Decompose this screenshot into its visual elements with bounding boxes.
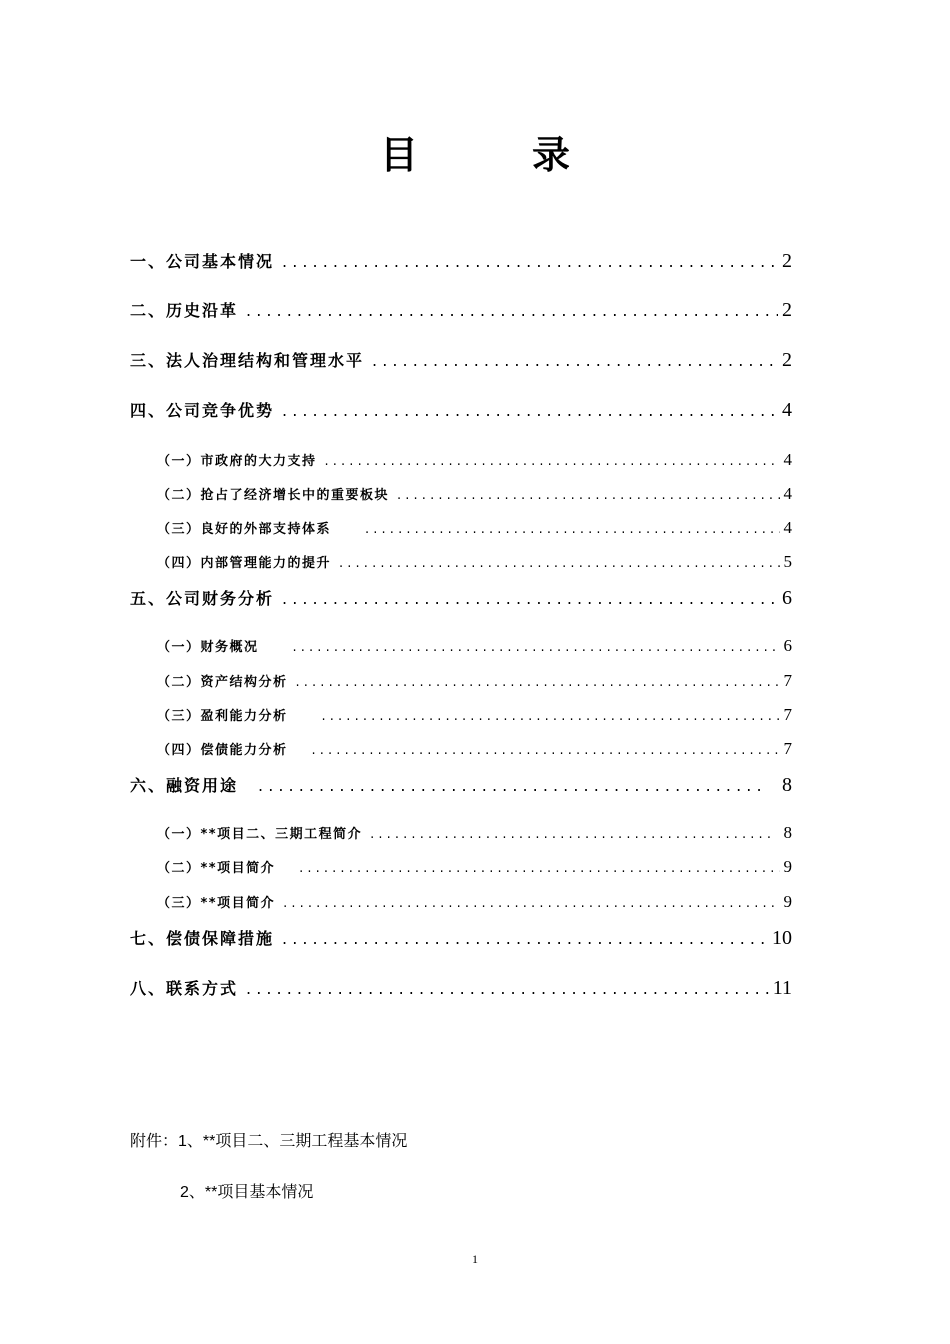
- toc-entry-label: （三）**项目简介: [157, 896, 276, 911]
- toc-entry-label: （二）**项目简介: [157, 861, 276, 876]
- toc-leader-dots: [397, 488, 779, 503]
- toc-subentry[interactable]: [157, 552, 792, 572]
- toc-leader-dots: [258, 776, 768, 795]
- toc-entry-label: 七、偿债保障措施: [130, 929, 275, 948]
- toc-entry-page: 6: [783, 636, 792, 655]
- toc-entry-page: 5: [783, 552, 792, 571]
- toc-leader-dots: [283, 896, 779, 911]
- toc-entry-label: （四）偿债能力分析: [157, 743, 288, 758]
- toc-entry-label: （一）市政府的大力支持: [157, 454, 317, 469]
- toc-entry[interactable]: [130, 398, 792, 422]
- toc-leader-dots: [370, 827, 769, 842]
- toc-entry[interactable]: [130, 348, 792, 372]
- toc-entry-page: 7: [783, 739, 792, 758]
- toc-entry-page: 2: [782, 349, 792, 371]
- toc-subentry[interactable]: [157, 671, 792, 691]
- toc-leader-dots: [299, 861, 779, 876]
- toc-entry-page: 10: [772, 927, 792, 949]
- toc-entry[interactable]: [130, 926, 792, 950]
- toc-leader-dots: [293, 640, 780, 655]
- toc-entry-label: （三）良好的外部支持体系: [157, 522, 332, 537]
- toc-entry-page: 8: [783, 823, 792, 842]
- toc-leader-dots: [322, 709, 780, 724]
- toc-entry-label: 二、历史沿革: [130, 301, 239, 320]
- toc-entry-label: （三）盈利能力分析: [157, 709, 288, 724]
- toc-subentry[interactable]: [157, 823, 792, 843]
- page-title: 目 录: [379, 133, 608, 177]
- toc-subentry[interactable]: [157, 857, 792, 877]
- toc-leader-dots: [365, 522, 779, 537]
- toc-entry-page: 2: [782, 250, 792, 272]
- toc-entry-page: 4: [783, 484, 792, 503]
- toc-entry-page: 7: [783, 671, 792, 690]
- toc-entry[interactable]: [130, 298, 792, 322]
- toc-subentry[interactable]: [157, 450, 792, 470]
- page-number: 1: [472, 1252, 478, 1266]
- toc-subentry[interactable]: [157, 739, 792, 759]
- toc-entry-page: 4: [783, 450, 792, 469]
- toc-subentry[interactable]: [157, 636, 792, 656]
- toc-entry-label: 六、融资用途: [130, 776, 239, 795]
- toc-leader-dots: [372, 351, 778, 370]
- toc-entry-label: 三、法人治理结构和管理水平: [130, 351, 365, 370]
- toc-leader-dots: [282, 252, 778, 271]
- toc-entry-label: （四）内部管理能力的提升: [157, 556, 332, 571]
- toc-leader-dots: [282, 401, 778, 420]
- toc-entry-label: （二）抢占了经济增长中的重要板块: [157, 488, 390, 503]
- toc-entry[interactable]: [130, 249, 792, 273]
- toc-entry-label: 一、公司基本情况: [130, 252, 275, 271]
- toc-subentry[interactable]: [157, 518, 792, 538]
- toc-entry-page: 2: [782, 299, 792, 321]
- toc-leader-dots: [282, 929, 768, 948]
- attachment-line: 附件：1、**项目二、三期工程基本情况: [130, 1133, 408, 1150]
- toc-entry-label: 四、公司竞争优势: [130, 401, 275, 420]
- toc-leader-dots: [339, 556, 779, 571]
- toc-subentry[interactable]: [157, 484, 792, 504]
- toc-leader-dots: [325, 454, 780, 469]
- toc-leader-dots: [296, 675, 780, 690]
- toc-entry-label: （一）**项目二、三期工程简介: [157, 827, 363, 842]
- toc-entry-page: 9: [783, 857, 792, 876]
- toc-subentry[interactable]: [157, 705, 792, 725]
- toc-entry-label: 五、公司财务分析: [130, 589, 275, 608]
- toc-entry-page: 4: [783, 518, 792, 537]
- toc-subentry[interactable]: [157, 892, 792, 912]
- toc-entry-page: 8: [782, 774, 792, 796]
- toc-leader-dots: [246, 301, 778, 320]
- toc-entry-page: 7: [783, 705, 792, 724]
- toc-entry-label: 八、联系方式: [130, 979, 239, 998]
- toc-entry-page: 6: [782, 587, 792, 609]
- toc-entry-page: 4: [782, 399, 792, 421]
- toc-entry[interactable]: [130, 586, 792, 610]
- attachment-line: 2、**项目基本情况: [180, 1184, 314, 1201]
- toc-entry-page: 9: [783, 892, 792, 911]
- toc-leader-dots: [246, 979, 769, 998]
- toc-entry[interactable]: [130, 976, 792, 1000]
- toc-entry-page: 11: [772, 977, 792, 999]
- toc-entry-label: （二）资产结构分析: [157, 675, 288, 690]
- toc-entry[interactable]: [130, 773, 792, 797]
- toc-leader-dots: [312, 743, 780, 758]
- toc-leader-dots: [282, 589, 778, 608]
- toc-entry-label: （一）财务概况: [157, 640, 259, 655]
